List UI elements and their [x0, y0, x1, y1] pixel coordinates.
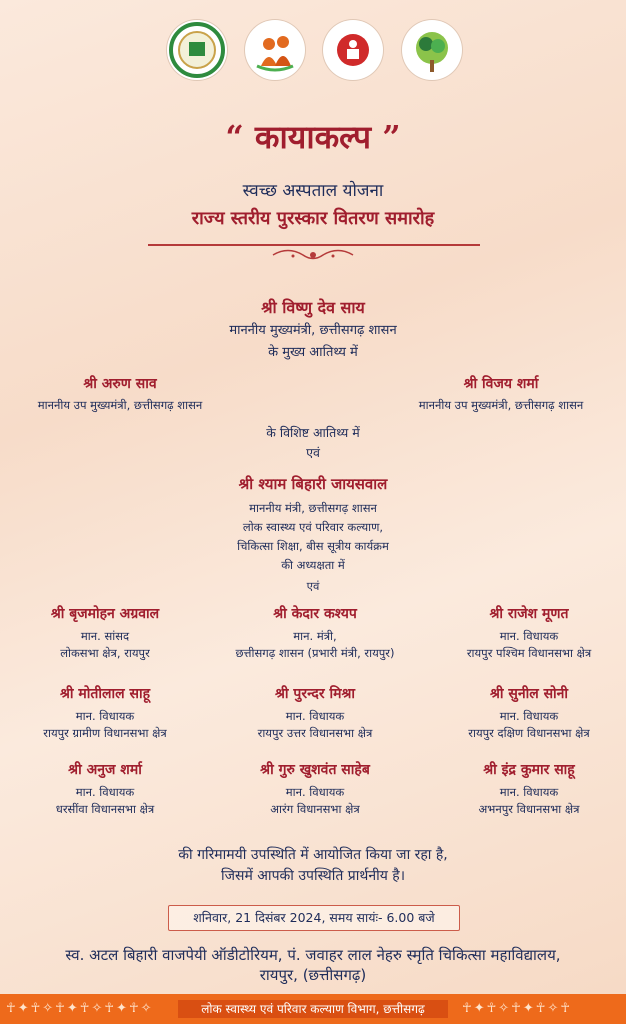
deputy-left-name: श्री अरुण साव — [83, 376, 157, 392]
guest-constituency: धरसींवा विधानसभा क्षेत्र — [55, 802, 155, 816]
guest-role: मान. विधायक — [285, 709, 345, 723]
scheme-subtitle: स्वच्छ अस्पताल योजना — [242, 181, 384, 201]
health-family-welfare-logo — [245, 20, 305, 80]
guest-role: मान. विधायक — [499, 785, 559, 799]
guest-name: श्री इंद्र कुमार साहू — [483, 762, 575, 778]
guest-name: श्री बृजमोहन अग्रवाल — [50, 606, 160, 622]
event-datetime: शनिवार, 21 दिसंबर 2024, समय सायंः- 6.00 बजे — [168, 905, 460, 931]
guest-constituency: आरंग विधानसभा क्षेत्र — [270, 802, 360, 816]
guest-name: श्री पुरन्दर मिश्रा — [275, 686, 355, 702]
guest-role: मान. विधायक — [75, 709, 135, 723]
ceremony-subtitle: राज्य स्तरीय पुरस्कार वितरण समारोह — [191, 208, 435, 229]
presiding-line: की अध्यक्षता में — [281, 558, 345, 572]
deputy-left-title: माननीय उप मुख्यमंत्री, छत्तीसगढ़ शासन — [37, 398, 203, 412]
presiding-line: चिकित्सा शिक्षा, बीस सूत्रीय कार्यक्रम — [237, 539, 389, 553]
guest-role: मान. विधायक — [499, 709, 559, 723]
guest-card — [205, 604, 425, 662]
guest-card — [436, 604, 622, 662]
guest-card — [10, 760, 200, 818]
guest-name: श्री केदार कश्यप — [273, 606, 357, 622]
guest-constituency: छत्तीसगढ़ शासन (प्रभारी मंत्री, रायपुर) — [235, 646, 395, 660]
national-health-mission-logo — [323, 20, 383, 80]
guest-role: मान. सांसद — [80, 629, 130, 643]
venue-line-2: रायपुर, (छत्तीसगढ़) — [259, 966, 367, 984]
deputy-right-name: श्री विजय शर्मा — [463, 376, 539, 392]
closing-line-2: जिसमें आपकी उपस्थिति प्रार्थनीय है। — [220, 868, 406, 884]
ornament-icon — [263, 246, 363, 264]
kayakalp-logo — [402, 20, 462, 80]
guest-constituency: लोकसभा क्षेत्र, रायपुर — [60, 646, 150, 660]
guest-constituency: अभनपुर विधानसभा क्षेत्र — [478, 802, 580, 816]
folk-figures-right-icon: ☥✦☥✧☥✦☥✧☥ — [462, 1001, 573, 1016]
chhattisgarh-emblem-logo — [167, 20, 227, 80]
guest-constituency: रायपुर उत्तर विधानसभा क्षेत्र — [257, 726, 373, 740]
guest-name: श्री अनुज शर्मा — [68, 762, 142, 778]
and-text-1: एवं — [306, 445, 320, 460]
folk-figures-left-icon: ☥✦☥✧☥✦☥✧☥✦☥✧ — [6, 1001, 154, 1016]
special-guest-text: के विशिष्ट आतिथ्य में — [266, 425, 360, 440]
guest-role: मान. विधायक — [285, 785, 345, 799]
presiding-line: लोक स्वास्थ्य एवं परिवार कल्याण, — [242, 520, 384, 534]
guest-role: मान. मंत्री, — [293, 629, 337, 643]
guest-card — [436, 760, 622, 818]
presiding-name: श्री श्याम बिहारी जायसवाल — [238, 475, 388, 493]
guest-card — [436, 684, 622, 742]
guest-constituency: रायपुर दक्षिण विधानसभा क्षेत्र — [468, 726, 590, 740]
page-title: “ कायाकल्प ” — [225, 118, 401, 156]
closing-line-1: की गरिमामयी उपस्थिति में आयोजित किया जा रहा है, — [178, 847, 448, 863]
chief-guest-line: के मुख्य आतिथ्य में — [268, 345, 358, 360]
chief-guest-name: श्री विष्णु देव साय — [261, 298, 365, 317]
venue-line-1: स्व. अटल बिहारी वाजपेयी ऑडीटोरियम, पं. जवाहर लाल नेहरु स्मृति चिकित्सा महाविद्यालय, — [65, 946, 561, 964]
guest-role: मान. विधायक — [499, 629, 559, 643]
guest-name: श्री राजेश मूणत — [489, 606, 569, 622]
guest-name: श्री गुरु खुशवंत साहेब — [260, 762, 370, 778]
guest-card — [205, 684, 425, 742]
presiding-line: माननीय मंत्री, छत्तीसगढ़ शासन — [249, 501, 377, 515]
guest-card — [10, 684, 200, 742]
footer-department: लोक स्वास्थ्य एवं परिवार कल्याण विभाग, छत्तीसगढ़ — [178, 1000, 448, 1018]
and-text-2: एवं — [306, 579, 320, 593]
guest-constituency: रायपुर पश्चिम विधानसभा क्षेत्र — [466, 646, 592, 660]
guest-name: श्री मोतीलाल साहू — [59, 686, 151, 702]
guest-name: श्री सुनील सोनी — [489, 686, 569, 702]
guest-constituency: रायपुर ग्रामीण विधानसभा क्षेत्र — [43, 726, 167, 740]
guest-card — [205, 760, 425, 818]
deputy-right-title: माननीय उप मुख्यमंत्री, छत्तीसगढ़ शासन — [418, 398, 584, 412]
guest-card — [10, 604, 200, 662]
guest-role: मान. विधायक — [75, 785, 135, 799]
chief-guest-title: माननीय मुख्यमंत्री, छत्तीसगढ़ शासन — [229, 323, 397, 338]
deputy-left — [20, 374, 220, 414]
deputy-right — [396, 374, 606, 414]
